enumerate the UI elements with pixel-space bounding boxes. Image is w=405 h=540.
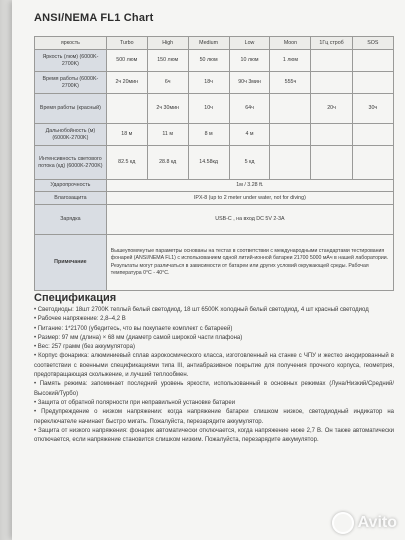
table-row	[35, 235, 394, 291]
list-item: • Предупреждение о низком напряжении: когда напряжение батареи слишком низкое, светодиодный индикатор на переключателе начинает быстро мигать. Пожалуйста, перезарядите аккумулятор.	[34, 409, 394, 425]
table-row	[35, 180, 394, 192]
list-item: • Защита от низкого напряжения: фонарик автоматически отключается, когда напряжение ниже 2,7 В. Он также автоматически отключается, если напряжение становится слишком низким. Пожалуйста, перезарядите аккумулятор.	[34, 427, 394, 444]
table-cell: 2ч 20мин	[106, 72, 147, 94]
avito-logo-icon	[332, 512, 354, 534]
row-label: Дальнобойность (м) (6000K-2700K)	[35, 124, 107, 146]
row-label: Время работы (красный)	[35, 94, 107, 124]
list-item: • Корпус фонарика: алюминиевый сплав аэрокосмического класса, изготовленный на станке с ЧПУ и жестко анодированный в соответствии с военными спецификациями типа III, антиабразивное покрытие для получения прочного корпуса, геометрия, предотвращающая скольжение, и лучший теплообмен.	[34, 353, 394, 379]
header-cell: Low	[229, 37, 270, 50]
table-cell: 5 кд	[229, 146, 270, 180]
header-cell: 1Гц строб	[311, 37, 352, 50]
water-value: IPX-8 (up to 2 meter under water, not for diving)	[106, 192, 393, 205]
table-cell	[270, 94, 311, 124]
header-cell: High	[147, 37, 188, 50]
section-title: Спецификация	[34, 292, 117, 304]
table-cell	[270, 146, 311, 180]
table-cell: 10ч	[188, 94, 229, 124]
spec-list	[34, 306, 394, 445]
table-cell: 18 м	[106, 124, 147, 146]
row-label: Влагозащита	[35, 192, 107, 205]
table-cell	[311, 124, 352, 146]
table-cell: 11 м	[147, 124, 188, 146]
table-row	[35, 205, 394, 235]
list-item: • Память режима: запоминает последний уровень яркости, использованный в основных режимах (Луна/Низкий/Средний/Высокий/Турбо)	[34, 381, 394, 397]
table-cell	[352, 72, 393, 94]
table-cell: 50 люм	[188, 50, 229, 72]
table-cell: 82.5 кд	[106, 146, 147, 180]
header-cell: яркость	[35, 37, 107, 50]
table-cell	[311, 146, 352, 180]
table-cell: 20ч	[311, 94, 352, 124]
header-cell: SOS	[352, 37, 393, 50]
table-row	[35, 124, 394, 146]
header-cell: Medium	[188, 37, 229, 50]
document-page	[12, 0, 405, 540]
watermark-text: Avito	[357, 514, 397, 531]
table-cell: 2ч 30мин	[147, 94, 188, 124]
table-row	[35, 50, 394, 72]
note-text: Вышеупомянутые параметры основаны на тестах в соответствии с международными стандартами тестирования фонарей (ANSI/NEMA FL1) с использованием одной литий-ионной батареи 21700 5000 мАч в нашей лаборатории. Результаты могут различаться в зависимости от батареи или других условий окружающей среды. Рабочая температура 0°C - 40°C.	[106, 235, 393, 291]
table-row	[35, 94, 394, 124]
table-row	[35, 146, 394, 180]
table-cell: 4 м	[229, 124, 270, 146]
table-cell	[106, 94, 147, 124]
table-cell: 1 люм	[270, 50, 311, 72]
table-cell: 555ч	[270, 72, 311, 94]
charge-value: USB-C , на вход DC 5V 2-3A	[106, 205, 393, 235]
row-label: Зарядка	[35, 205, 107, 235]
table-cell: 18ч	[188, 72, 229, 94]
row-label: Примечание	[35, 235, 107, 291]
watermark	[332, 512, 397, 534]
table-cell	[270, 124, 311, 146]
table-cell	[352, 50, 393, 72]
list-item: • Размер: 97 мм (длина) × 68 мм (диаметр самой широкой части плафона)	[34, 334, 243, 341]
table-cell: 8 м	[188, 124, 229, 146]
table-header-row	[35, 37, 394, 50]
table-cell: 14.58кд	[188, 146, 229, 180]
chart-title: ANSI/NEMA FL1 Chart	[34, 12, 154, 24]
header-cell: Moon	[270, 37, 311, 50]
table-cell: 90ч 3мин	[229, 72, 270, 94]
table-cell	[352, 146, 393, 180]
table-cell: 10 люм	[229, 50, 270, 72]
list-item: • Питание: 1*21700 (убедитесь, что вы покупаете комплект с батареей)	[34, 325, 233, 332]
table-cell	[352, 124, 393, 146]
row-label: Время работы (6000K-2700K)	[35, 72, 107, 94]
impact-value: 1м / 3.28 ft.	[106, 180, 393, 192]
row-label: Ударопрочность	[35, 180, 107, 192]
table-cell: 28.8 кд	[147, 146, 188, 180]
row-label: Яркость (люм) (6000K-2700K)	[35, 50, 107, 72]
book-binding	[0, 0, 12, 540]
table-cell	[311, 72, 352, 94]
list-item: • Защита от обратной полярности при неправильной установке батареи	[34, 399, 236, 406]
table-cell: 6ч	[147, 72, 188, 94]
header-cell: Turbo	[106, 37, 147, 50]
table-cell: 150 люм	[147, 50, 188, 72]
row-label: Интенсивность светового потока (кд) (6000K-2700K)	[35, 146, 107, 180]
table-cell: 500 люм	[106, 50, 147, 72]
list-item: • Рабочее напряжение: 2,8–4,2 В	[34, 316, 126, 323]
table-row	[35, 72, 394, 94]
table-row	[35, 192, 394, 205]
list-item: • Светодиоды: 18шт 2700K теплый белый светодиод, 18 шт 6500K холодный белый светодиод, 4 шт красный светодиод	[34, 307, 369, 313]
table-cell: 64ч	[229, 94, 270, 124]
table-cell	[311, 50, 352, 72]
list-item: • Вес: 257 грамм (без аккумулятора)	[34, 344, 135, 351]
table-cell: 30ч	[352, 94, 393, 124]
fl1-chart-table	[34, 36, 394, 291]
